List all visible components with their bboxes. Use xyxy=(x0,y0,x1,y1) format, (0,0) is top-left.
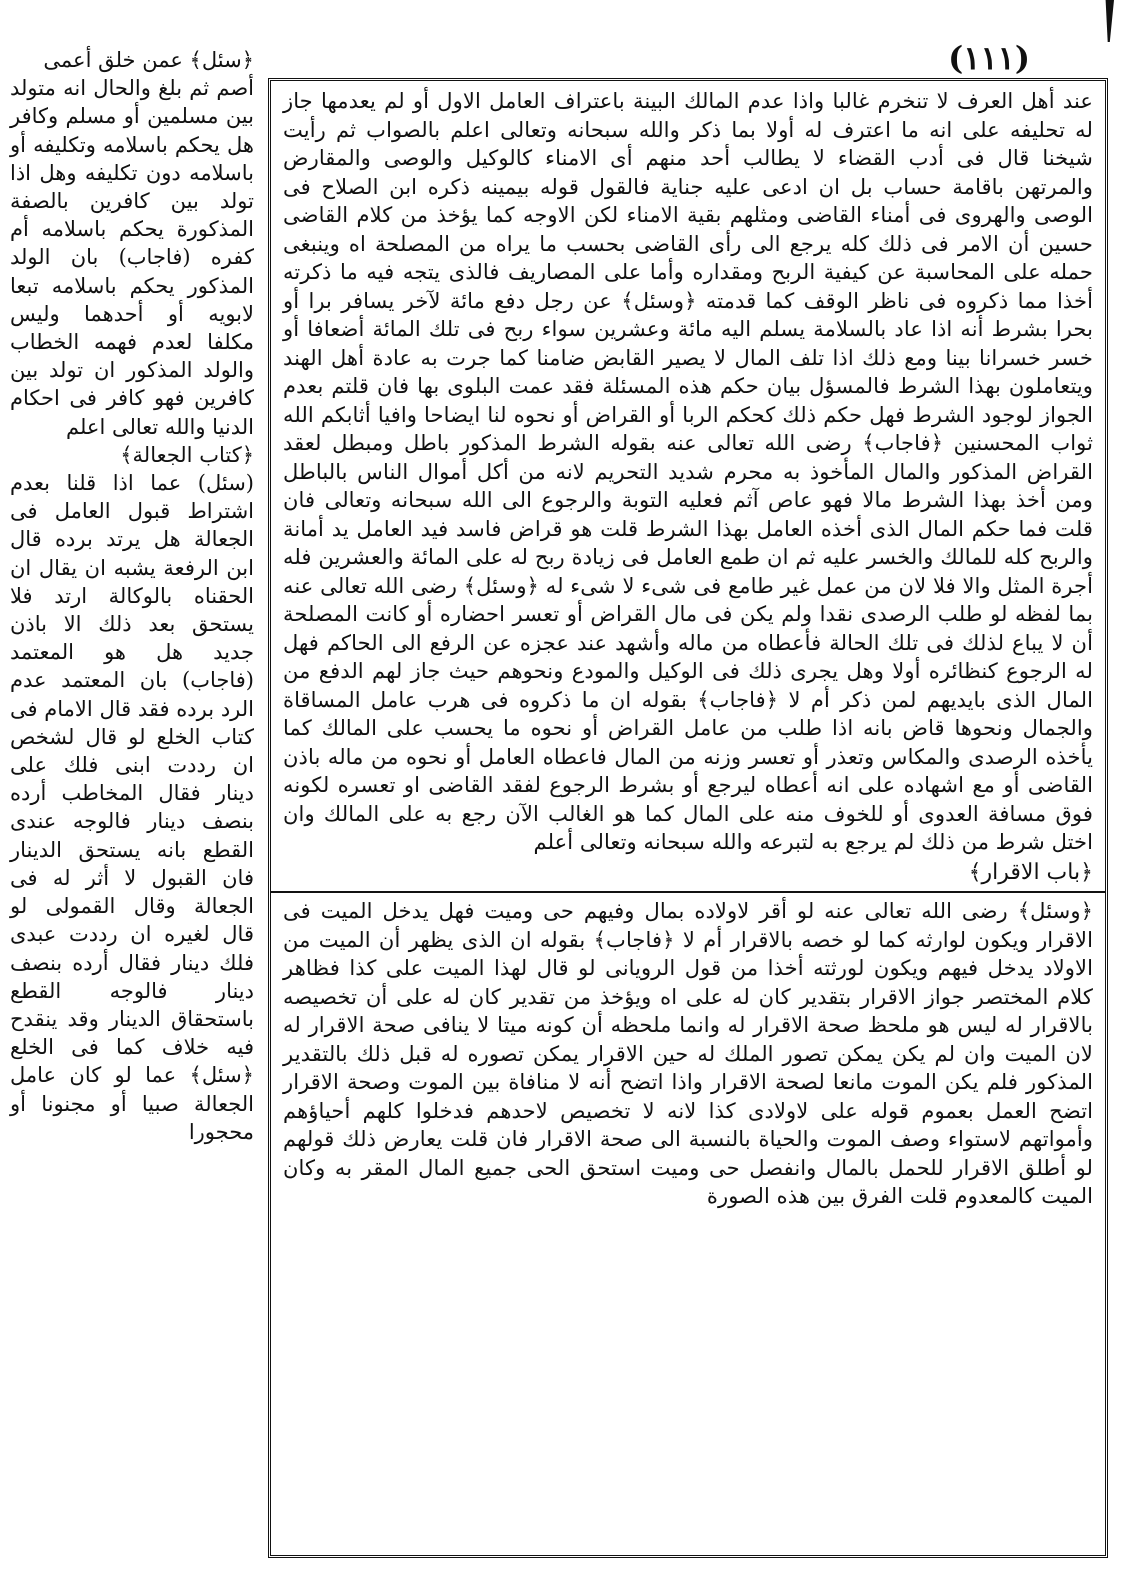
margin-paragraph-1: أصم ثم بلغ والحال انه متولد بين مسلمين أو مسلم وكافر هل يحكم باسلامه وتكليفه أو باسلامه دون تكليفه وهل اذا تولد بين كافرين بالصفة المذكورة يحكم باسلامه أم كفره (فاجاب) بان الولد المذكور يحكم باسلامه تبعا لابويه أو أحدهما وليس مكلفا لعدم فهمه الخطاب والولد المذكور ان تولد بين كافرين فهو كافر فى احكام الدنيا والله تعالى اعلم xyxy=(10,76,254,439)
page-header xyxy=(230,38,1030,78)
main-text-frame xyxy=(268,78,1108,1558)
margin-section-title: ﴿كتاب الجعالة﴾ xyxy=(120,442,254,467)
scan-edge-mark xyxy=(1100,0,1114,42)
margin-paragraph-2: (سئل) عما اذا قلنا بعدم اشتراط قبول العامل فى الجعالة هل يرتد برده قال ابن الرفعة يشبه ان يقال ان الحقناه بالوكالة ارتد فلا يستحق بعد ذلك الا باذن جديد هل هو المعتمد (فاجاب) بان المعتمد عدم الرد برده فقد قال الامام فى كتاب الخلع لو قال لشخص ان رددت ابنى فلك على دينار فقال المخاطب أرده بنصف دينار فالوجه عندى القطع بانه يستحق الدينار فان القبول لا أثر له فى الجعالة وقال القمولى لو قال لغيره ان رددت عبدى فلك دينار فقال أرده بنصف دينار فالوجه القطع باستحقاق الدينار وقد ينقدح فيه خلاف كما فى الخلع ﴿سئل﴾ عما لو كان عامل الجعالة صبيا أو مجنونا أو محجورا xyxy=(10,471,254,1144)
main-paragraph-2: ﴿وسئل﴾ رضى الله تعالى عنه لو أقر لاولاده بمال وفيهم حى وميت فهل يدخل الميت فى الاقرار ويكون لوارثه كما لو خصه بالاقرار أم لا ﴿فاجاب﴾ بقوله ان الذى يظهر أن الميت من الاولاد يدخل فيهم ويكون لورثته أخذا من قول الرويانى لو قال لهذا الميت على كذا فظاهر كلام المختصر جواز الاقرار بتقدير كان له على اه ويؤخذ من تقدير كان له على أن تخصيصه بالاقرار له ليس هو ملحظ صحة الاقرار له وانما ملحظه أن كونه ميتا لا ينافى صحة الاقرار له لان الميت وان لم يكن يمكن تصور الملك له حين الاقرار يمكن تصوره له قبل ذلك بالتقدير المذكور فلم يكن الموت مانعا لصحة الاقرار واذا اتضح أنه لا منافاة بين الموت وصحة الاقرار اتضح العمل بعموم قوله على لاولادى كذا لانه لا تخصيص لاحدهم فدخلوا كلهم أحياؤهم وأمواتهم لاستواء وصف الموت والحياة بالنسبة الى صحة الاقرار فان قلت يعارض ذلك قولهم لو أطلق الاقرار للحمل بالمال وانفصل حى وميت استحق الحى جميع المال المقر به وكان الميت كالمعدوم قلت الفرق بين هذه الصورة xyxy=(283,898,1093,1208)
main-text xyxy=(283,87,1093,1211)
section-divider xyxy=(271,891,1105,893)
margin-heading: ﴿سئل﴾ عمن خلق أعمى xyxy=(43,48,254,72)
main-paragraph-1: عند أهل العرف لا تنخرم غالبا واذا عدم المالك البينة باعتراف العامل الاول أو لم يعدمها جاز له تحليفه على انه ما اعترف له أولا بما ذكر والله سبحانه وتعالى اعلم بالصواب ثم رأيت شيخنا قال فى أدب القضاء لا يطالب أحد منهم أى الامناء كالوكيل والوصى والمقارض والمرتهن باقامة حساب بل ان ادعى عليه جناية فالقول قوله بيمينه ذكره ابن الصلاح فى الوصى والهروى فى أمناء القاضى ومثلهم بقية الامناء لكن الاوجه كما يؤخذ من كلام القاضى حسين أن الامر فى ذلك كله يرجع الى رأى القاضى بحسب ما يراه من المصلحة اه وينبغى حمله على المحاسبة عن كيفية الربح ومقداره وأما على المصاريف فالذى يتجه فيه ما ذكرته أخذا مما ذكروه فى ناظر الوقف كما قدمته ﴿وسئل﴾ عن رجل دفع مائة لآخر يسافر برا أو بحرا بشرط أنه اذا عاد بالسلامة يسلم اليه مائة وعشرين سواء ربح فى تلك المائة أضعافا أو خسر خسرانا بينا ومع ذلك اذا تلف المال لا يصير القابض ضامنا كما جرت به عادة أهل الهند ويتعاملون بهذا الشرط فالمسؤل بيان حكم هذه المسئلة فقد عمت البلوى بها فان قلتم بعدم الجواز لوجود الشرط فهل حكم ذلك كحكم الربا أو القراض أو نحوه لنا ايضاحا وافيا أثابكم الله ثواب المحسنين ﴿فاجاب﴾ رضى الله تعالى عنه بقوله الشرط المذكور باطل ومبطل لعقد القراض المذكور والمال المأخوذ به محرم شديد التحريم لانه من أكل أموال الناس بالباطل ومن أخذ بهذا الشرط مالا فهو عاص آثم فعليه التوبة والرجوع الى الله سبحانه وتعالى فان قلت فما حكم المال الذى أخذه العامل بهذا الشرط قلت هو قراض فاسد فيد العامل يد أمانة والربح كله للمالك والخسر عليه ثم ان طمع العامل فى زيادة ربح له على المائة والعشرين فله أجرة المثل والا فلا لان من عمل غير طامع فى شىء لا شىء له ﴿وسئل﴾ رضى الله تعالى عنه بما لفظه لو طلب الرصدى نقدا ولم يكن فى مال القراض أو تعسر احضاره أو كانت المصلحة أن لا يباع لذلك فى تلك الحالة فأعطاه من ماله وأشهد عند عجزه عن الرفع الى الحاكم فهل له الرجوع كنظائره أولا وهل يجرى ذلك فى الوكيل والمودع ونحوهم حيث جاز لهم الدفع من المال الذى بايديهم لمن ذكر أم لا ﴿فاجاب﴾ بقوله ان ما ذكروه فى هرب عامل المساقاة والجمال ونحوها قاض بانه اذا طلب من عامل القراض أو نحوه ما يحسب على المالك كما يأخذه الرصدى والمكاس وتعذر أو تعسر وزنه من المال فاعطاه العامل أو نحوه من ماله باذن القاضى أو مع اشهاده على انه أعطاه ليرجع أو بشرط الرجوع لفقد القاضى او تعسره لكونه فوق مسافة العدوى أو للخوف منه على المال كما هو الغالب الآن رجع به على المالك وان اختل شرط من ذلك لم يرجع به لتبرعه والله سبحانه وتعالى أعلم xyxy=(283,88,1093,854)
margin-column xyxy=(10,46,254,1566)
page-number: (١١١) xyxy=(948,39,1030,77)
main-section-title: ﴿باب الاقرار﴾ xyxy=(968,859,1093,885)
